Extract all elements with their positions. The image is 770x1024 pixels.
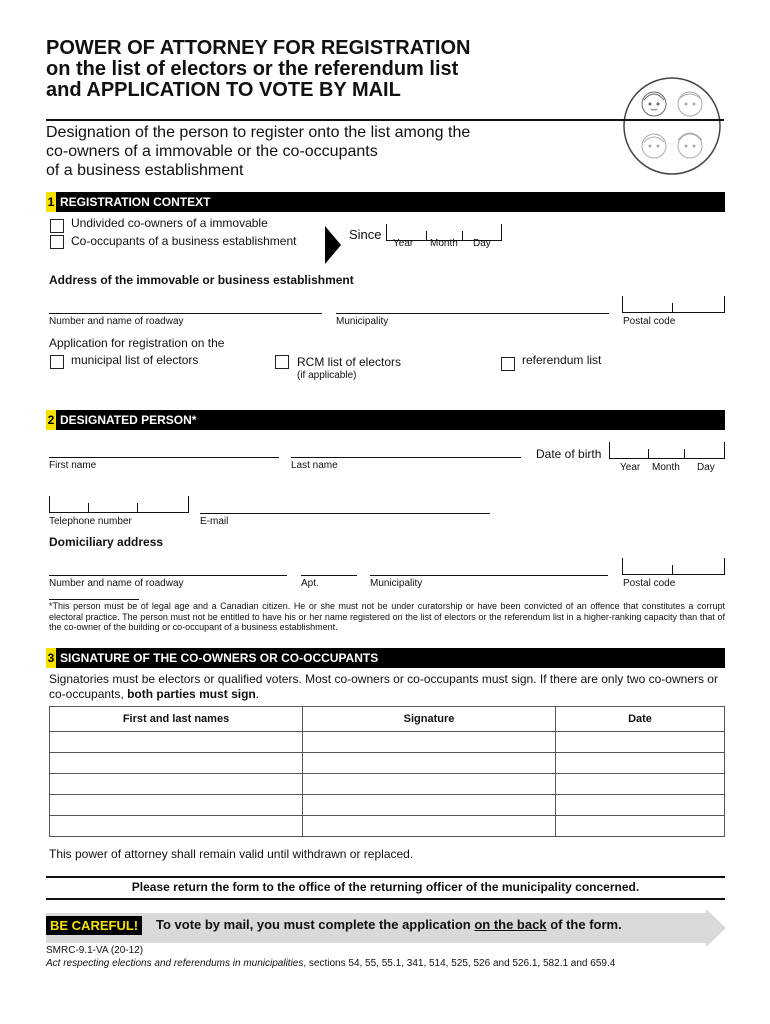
signature-cell[interactable]	[303, 753, 556, 774]
title-line-3: and APPLICATION TO VOTE BY MAIL	[46, 79, 401, 101]
referendum-list-checkbox[interactable]	[501, 357, 515, 371]
signature-cell[interactable]	[303, 732, 556, 753]
signatories-intro	[49, 672, 725, 702]
since-day-label: Day	[473, 238, 491, 249]
since-year-label: Year	[393, 238, 414, 249]
dob-label: Date of birth	[536, 447, 602, 461]
name-cell[interactable]	[50, 732, 303, 753]
coowners-checkbox[interactable]	[50, 219, 64, 233]
intro-end: .	[255, 687, 260, 701]
cooccupants-checkbox[interactable]	[50, 235, 64, 249]
title-rule	[46, 119, 724, 121]
name-cell[interactable]	[50, 795, 303, 816]
form-title	[46, 38, 606, 101]
roadway-field[interactable]	[49, 313, 322, 314]
form-code: SMRC-9.1-VA (20-12)	[46, 945, 144, 956]
act-title: Act respecting elections and referendums in municipalities	[46, 958, 304, 969]
section-2-header	[46, 410, 725, 430]
return-rule-bottom	[46, 898, 725, 900]
rcm-list-checkbox[interactable]	[275, 355, 289, 369]
date-cell[interactable]	[556, 753, 725, 774]
date-divider	[648, 449, 649, 458]
dob-year-label: Year	[620, 462, 641, 473]
dob-field[interactable]	[609, 442, 725, 459]
email-label: E-mail	[200, 516, 229, 527]
rcm-list-label: RCM list of electors	[297, 355, 402, 369]
form-subtitle	[46, 123, 606, 180]
date-cell[interactable]	[556, 732, 725, 753]
address-heading: Address of the immovable or business establishment	[49, 273, 354, 287]
careful-text-b: of the form.	[550, 917, 622, 932]
section-3-header	[46, 648, 725, 668]
section-3-title: SIGNATURE OF THE CO-OWNERS OR CO-OCCUPANTS	[60, 651, 379, 665]
cooccupants-label: Co-occupants of a business establishment	[71, 234, 297, 248]
col-date: Date	[556, 707, 725, 732]
name-cell[interactable]	[50, 816, 303, 837]
phone-divider	[137, 503, 138, 512]
table-row	[50, 774, 725, 795]
return-note: Please return the form to the office of the returning officer of the municipality concerned.	[131, 880, 640, 894]
municipality-label: Municipality	[336, 316, 389, 327]
postal-divider	[672, 565, 673, 574]
date-cell[interactable]	[556, 774, 725, 795]
designated-footnote: *This person must be of legal age and a Canadian citizen. He or she must not be under curatorship or have been convicted of an offence that constitutes a corrupt electoral practice. The person must not be entitled to have his or her name registered on the list of electors or the referendum list in a higher-ranking capacity than that of the co-owner of the building or co-occupant of a business establishment.	[49, 601, 725, 632]
domiciliary-heading: Domiciliary address	[49, 535, 164, 549]
signature-table	[49, 706, 725, 837]
since-label: Since	[349, 227, 382, 242]
apt-field[interactable]	[301, 575, 357, 576]
postal-code-field[interactable]	[622, 296, 725, 313]
section-1-header	[46, 192, 725, 212]
postal-code-label: Postal code	[623, 316, 676, 327]
last-name-field[interactable]	[291, 457, 521, 458]
title-line-1: POWER OF ATTORNEY FOR REGISTRATION	[46, 37, 471, 59]
dob-day-label: Day	[697, 462, 715, 473]
home-postal-field[interactable]	[622, 558, 725, 575]
name-cell[interactable]	[50, 774, 303, 795]
home-roadway-field[interactable]	[49, 575, 287, 576]
act-sections: , sections 54, 55, 55.1, 341, 514, 525, 526 and 526.1, 582.1 and 659.4	[303, 958, 616, 969]
first-name-field[interactable]	[49, 457, 279, 458]
name-cell[interactable]	[50, 753, 303, 774]
municipality-field[interactable]	[336, 313, 609, 314]
date-cell[interactable]	[556, 816, 725, 837]
table-header-row	[50, 707, 725, 732]
intro-text: Signatories must be electors or qualified voters. Most co-owners or co-occupants must sign. If there are only two co-owners or co-occupants,	[49, 672, 718, 701]
roadway-label: Number and name of roadway	[49, 316, 184, 327]
col-names: First and last names	[50, 707, 303, 732]
postal-divider	[672, 303, 673, 312]
rcm-note: (if applicable)	[297, 370, 357, 381]
act-reference	[46, 958, 615, 969]
date-divider	[462, 231, 463, 240]
on-the-back-link: on the back	[474, 917, 547, 932]
table-row	[50, 795, 725, 816]
footnote-rule	[49, 599, 139, 600]
last-name-label: Last name	[291, 460, 338, 471]
people-logo-icon	[622, 76, 722, 176]
table-row	[50, 816, 725, 837]
date-divider	[684, 449, 685, 458]
vote-by-mail-note	[156, 917, 622, 932]
coowners-label: Undivided co-owners of a immovable	[71, 216, 268, 230]
subtitle-line-1: Designation of the person to register onto the list among the	[46, 124, 471, 141]
section-1-title: REGISTRATION CONTEXT	[60, 195, 211, 209]
signature-cell[interactable]	[303, 774, 556, 795]
dob-month-label: Month	[652, 462, 680, 473]
section-2-title: DESIGNATED PERSON*	[60, 413, 197, 427]
municipal-list-checkbox[interactable]	[50, 355, 64, 369]
home-municipality-field[interactable]	[370, 575, 608, 576]
home-roadway-label: Number and name of roadway	[49, 578, 184, 589]
table-row	[50, 732, 725, 753]
careful-text-a: To vote by mail, you must complete the application	[156, 917, 471, 932]
telephone-field[interactable]	[49, 496, 189, 513]
home-postal-label: Postal code	[623, 578, 676, 589]
phone-divider	[88, 503, 89, 512]
table-row	[50, 753, 725, 774]
first-name-label: First name	[49, 460, 97, 471]
since-month-label: Month	[430, 238, 458, 249]
home-municipality-label: Municipality	[370, 578, 423, 589]
col-signature: Signature	[303, 707, 556, 732]
title-line-2: on the list of electors or the referendum list	[46, 58, 459, 80]
date-cell[interactable]	[556, 795, 725, 816]
email-field[interactable]	[200, 513, 490, 514]
signature-cell[interactable]	[303, 795, 556, 816]
be-careful-badge: BE CAREFUL!	[46, 916, 142, 935]
section-1-number: 1	[46, 192, 56, 212]
intro-bold: both parties must sign	[127, 687, 256, 701]
referendum-list-label: referendum list	[522, 353, 602, 367]
section-2-number: 2	[46, 410, 56, 430]
subtitle-line-2: co-owners of a immovable or the co-occupants	[46, 143, 378, 160]
municipal-list-label: municipal list of electors	[71, 353, 199, 367]
validity-note: This power of attorney shall remain valid until withdrawn or replaced.	[49, 847, 414, 861]
return-rule-top	[46, 876, 725, 878]
apt-label: Apt.	[301, 578, 319, 589]
telephone-label: Telephone number	[49, 516, 132, 527]
application-label: Application for registration on the	[49, 336, 225, 350]
section-3-number: 3	[46, 648, 56, 668]
subtitle-line-3: of a business establishment	[46, 162, 244, 179]
date-divider	[426, 231, 427, 240]
arrow-right-icon	[325, 226, 343, 264]
signature-cell[interactable]	[303, 816, 556, 837]
